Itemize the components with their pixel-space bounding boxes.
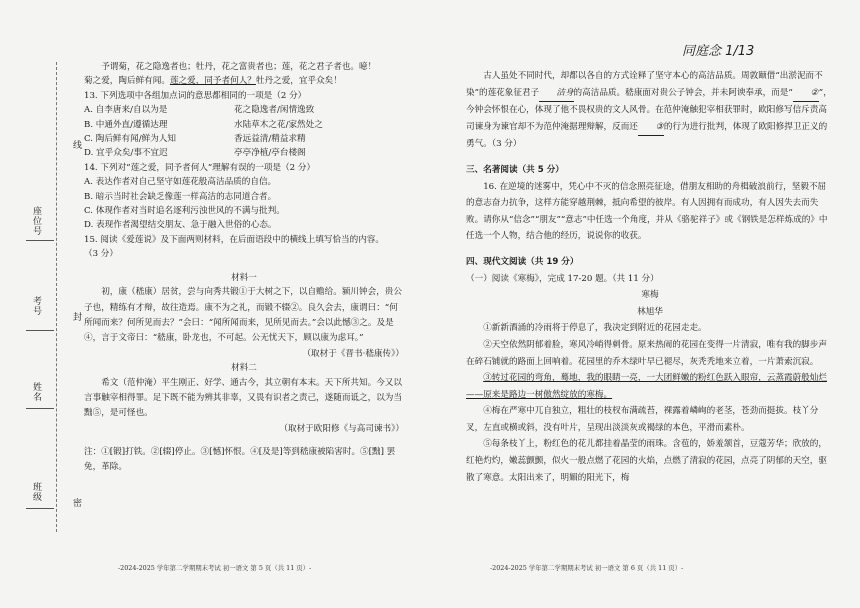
material-1-text: 初，康（嵇康）居贫，尝与向秀共锻①于大树之下，以自赡给。颍川钟会，贵公子也，精练有才辩，故往造焉。康不为之礼，而锻不辍②。良久会去，康谓曰：“何所闻而来？何所见而去？”会曰：“闻所闻而来，见所见而去。”会以此憾③之。及是④，言于文帝曰：“嵇康，卧龙也，不可起。公无忧天下，顾以康为虑耳。” bbox=[84, 287, 402, 344]
q14-option-b[interactable]: B. 暗示当时社会缺乏像莲一样高洁的志同道合者。 bbox=[84, 191, 277, 202]
ailianshuo-ending: 予谓菊，花之隐逸者也；牡丹，花之富贵者也；莲，花之君子者也。噫！ bbox=[101, 62, 377, 72]
article-paragraph-1: ①新新酒涌的冷雨将于停息了，我决定到附近的花园走走。 bbox=[483, 323, 707, 334]
q13-option-b-left: B. 中通外直/遵循达理 bbox=[84, 119, 168, 130]
answer-blank-3[interactable]: ③ bbox=[638, 119, 664, 137]
seat-line bbox=[26, 240, 54, 241]
q15-paragraph-part-a: 古人虽处不同时代，却都以各自的方式诠释了坚守本心的高洁品质。周敦颐借“出淤泥而不染”的莲花象征君子 bbox=[466, 71, 823, 98]
gutter-label-seat: 座位号 bbox=[31, 206, 41, 236]
intro-segment-underlined: 莲之爱，同予者何人？ bbox=[169, 76, 256, 87]
article-paragraph-3: ③转过花园的弯角，蓦地，我的眼睛一亮，一大团鲜嫩的粉红色跃入眼帘，云蒸霞蔚般灿烂——原来是路边一树傲然绽放的寒梅。 bbox=[466, 373, 827, 400]
intro-segment-a: 菊之爱，陶后鲜有闻。 bbox=[84, 76, 170, 87]
section-3-heading: 三、名著阅读（共 5 分） bbox=[466, 164, 564, 175]
subsection-1-heading: （一）阅读《寒梅》，完成 17-20 题。（共 11 分） bbox=[466, 273, 659, 284]
right-page bbox=[432, 0, 860, 608]
gutter-label-mi: 密 bbox=[71, 498, 81, 508]
q16-stem: 16. 在逆境的迷雾中，凭心中不灭的信念照亮征途，借朋友相助的舟楫破浪前行，坚毅不屈的意志奋力抗争，这样方能穿越荆棘，抵向希望的彼岸。有人因拥有而成功，有人因失去而失败。请你从“信念”“朋友”“意志”中任选一个角度，并从《骆驼祥子》或《钢铁是怎样炼成的》中任选一个人物，结合他的经历，说说你的收获。 bbox=[466, 181, 828, 242]
q15-paragraph-part-d: 却不为范仲淹据理辩解，反而还 bbox=[517, 121, 638, 132]
q15-score: （3 分） bbox=[84, 249, 118, 260]
binding-dashed-rule bbox=[56, 62, 57, 532]
ailianshuo-ending-2 bbox=[84, 74, 404, 88]
q14-option-a[interactable]: A. 表达作者对自己坚守如莲花般高洁品质的自信。 bbox=[84, 177, 277, 188]
gutter-label-xian: 线 bbox=[71, 140, 81, 150]
material-2-title: 材料二 bbox=[231, 363, 257, 374]
q13-stem: 13. 下列选项中各组加点词的意思都相同的一项是（2 分） bbox=[84, 90, 307, 101]
handwritten-note: 同庭念 1/13 bbox=[682, 44, 755, 59]
right-page-footer: -2024-2025 学年第二学期期末考试 初一语文 第 6 页（共 11 页）- bbox=[490, 564, 684, 572]
right-column bbox=[466, 68, 834, 486]
article-paragraph-4: ④梅在严寒中兀自独立，粗壮的枝杈布满疏苔，裸露着嶙峋的老茎，苍劲而挺拔。枝丫分叉，左直或横或斜，没有叶片，呈现出淡淡灰或褐绿的本色，平滑而素朴。 bbox=[466, 406, 819, 433]
q13-option-a-right: 花之隐逸者/闲情逸致 bbox=[234, 105, 315, 116]
answer-blank-1[interactable]: 洁身 bbox=[539, 85, 573, 103]
q13-option-a[interactable] bbox=[84, 103, 404, 117]
material-2-text: 希文（范仲淹）平生刚正、好学、通古今，其立朝有本末。天下所共知。今又以言事触宰相得罪。足下既不能为辨其非辜，又畏有识者之责己，遂随而诋之，以为当黜⑤，是可怪也。 bbox=[84, 377, 402, 419]
name-line bbox=[26, 408, 54, 409]
section-4-heading: 四、现代文阅读（共 19 分） bbox=[466, 256, 579, 267]
answer-blank-2[interactable]: ② bbox=[793, 85, 819, 103]
article-paragraph-2: ②天空依然阴郁着脸，寒风冷峭得刺骨。原来热闹的花园在变得一片清寂，唯有我的脚步声在碎石铺就的路面上回响着。花园里的乔木绿叶早已褪尽，灰秃秃地来立着，一片萧索沉寂。 bbox=[466, 339, 827, 367]
material-1-title: 材料一 bbox=[231, 272, 257, 283]
gutter-label-class: 班级 bbox=[31, 482, 41, 502]
q13-option-b-right: 水陆草木之花/家然处之 bbox=[234, 119, 323, 130]
class-line bbox=[26, 508, 54, 509]
q15-paragraph-part-c: ”，今钟会怀恨在心，体现了他不畏权贵的文人风骨。在范仲淹触犯宰相获罪时，欧阳修写信斥责高司谏身为谏官 bbox=[466, 87, 832, 132]
footnotes: 注：①[锻]打铁。②[辍]停止。③[憾]怀恨。④[及是]等到嵇康被陷害时。⑤[黜] 罢免，革除。 bbox=[84, 447, 396, 472]
examno-line bbox=[26, 330, 54, 331]
left-column bbox=[84, 60, 404, 474]
gutter-label-name: 姓名 bbox=[31, 382, 41, 402]
q13-option-d-left: D. 宜乎众矣/事不宜迟 bbox=[84, 148, 168, 159]
q13-option-c[interactable] bbox=[84, 132, 404, 146]
q13-option-a-left: A. 自李唐来/自以为是 bbox=[84, 105, 168, 116]
q14-option-c[interactable]: C. 体现作者对当时追名逐利污浊世风的不满与批判。 bbox=[84, 206, 285, 217]
gutter-label-examno: 考号 bbox=[31, 296, 41, 316]
q13-option-c-right: 香远益清/精益求精 bbox=[234, 134, 306, 145]
q13-option-c-left: C. 陶后鲜有闻/鲜为人知 bbox=[84, 134, 176, 145]
material-1-source: （取材于《晋书·嵇康传》） bbox=[302, 348, 404, 359]
gutter-label-feng: 封 bbox=[71, 312, 81, 322]
q14-option-d[interactable]: D. 表现作者渴望结交朋友、急于融入世俗的心态。 bbox=[84, 220, 277, 231]
q13-option-b[interactable] bbox=[84, 118, 404, 132]
q15-paragraph-part-b: 的高洁品质。嵇康面对贵公子钟会，并未阿谀奉承，而是“ bbox=[573, 87, 793, 98]
q15-stem: 15. 阅读《爱莲说》及下面两则材料，在后面语段中的横线上填写恰当的内容。 bbox=[84, 234, 384, 245]
binding-gutter bbox=[0, 0, 81, 608]
q13-option-d[interactable] bbox=[84, 146, 404, 160]
material-2-source: （取材于欧阳修《与高司谏书》） bbox=[279, 423, 404, 434]
q15-paragraph-part-e: 的行为进行批判，体现了欧阳修捍卫正义的勇气。（3 分） bbox=[466, 121, 828, 150]
article-title: 寒梅 bbox=[641, 290, 659, 301]
q14-stem: 14. 下列对“莲之爱，同予者何人”理解有误的一项是（2 分） bbox=[84, 162, 316, 173]
q15-paragraph bbox=[466, 68, 834, 153]
article-author: 林旭华 bbox=[637, 306, 663, 317]
left-page-footer: -2024-2025 学年第二学期期末考试 初一语文 第 5 页（共 11 页）- bbox=[118, 564, 312, 572]
intro-segment-c: 牡丹之爱，宜乎众矣！ bbox=[255, 76, 342, 87]
article-paragraph-5: ⑤每条枝丫上，粉红色的花儿都挂着晶莹的雨珠。含苞的，娇羞颔首，豆蔻芳华；欣放的，红艳灼灼，嫩蕊颤颤，似火一般点燃了花园的火焰，点燃了清寂的花园，点亮了阴郁的天空，驱散了寒意。太阳出来了，明媚的阳光下，梅 bbox=[466, 439, 827, 483]
q13-option-d-right: 亭亭净植/亭台楼阁 bbox=[234, 148, 306, 159]
